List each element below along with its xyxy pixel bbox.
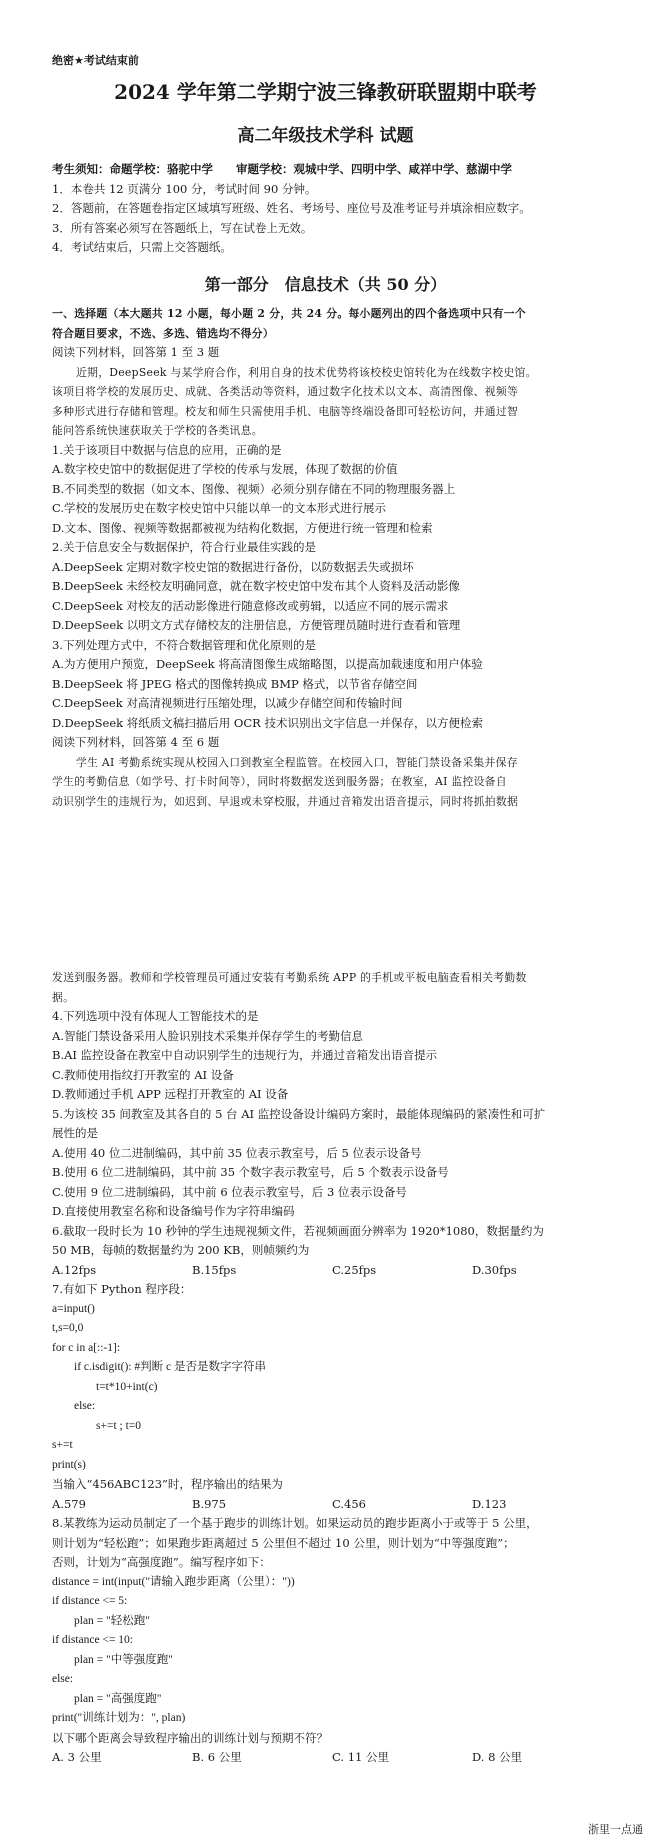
question-6-stem: 50 MB，每帧的数据量约为 200 KB，则帧频约为 — [52, 1243, 310, 1257]
q5-option: A.使用 40 位二进制编码，其中前 35 位表示教室号，后 5 位表示设备号 — [52, 1145, 422, 1160]
q8-option: B. 6 公里 — [192, 1750, 242, 1764]
q6-option: C.25fps — [332, 1262, 377, 1277]
q5-option: D.直接使用教室名称和设备编号作为字符串编码 — [52, 1204, 295, 1218]
q8-option: A. 3 公里 — [52, 1750, 102, 1764]
q3-option: A.为方便用户预览，DeepSeek 将高清图像生成缩略图，以提高加载速度和用户体验 — [52, 657, 483, 671]
notice-block — [52, 160, 614, 258]
q7-option: C.456 — [332, 1496, 366, 1511]
q3-option: C.DeepSeek 对高清视频进行压缩处理，以减少存储空间和传输时间 — [52, 696, 403, 710]
q7-option: D.123 — [472, 1496, 507, 1511]
secret-mark: 绝密★考试结束前 — [52, 54, 139, 67]
question-7-question: 当输入“456ABC123”时，程序输出的结果为 — [52, 1477, 283, 1491]
q3-option: B.DeepSeek 将 JPEG 格式的图像转换成 BMP 格式，以节省存储空间 — [52, 676, 418, 691]
question-3-stem: 3.下列处理方式中，不符合数据管理和优化原则的是 — [52, 637, 316, 652]
q6-option: A.12fps — [52, 1262, 97, 1277]
section-1 — [52, 304, 614, 811]
code-line: else: — [74, 1400, 96, 1412]
q1-option: A.数字校史馆中的数据促进了学校的传承与发展，体现了数据的价值 — [52, 462, 398, 476]
notice-item: 2．答题前，在答题卷指定区域填写班级、姓名、考场号、座位号及准考证号并填涂相应数字。 — [52, 201, 531, 215]
code-line: plan = "中等强度跑" — [74, 1653, 173, 1666]
question-1-stem: 1.关于该项目中数据与信息的应用，正确的是 — [52, 442, 282, 457]
notice-item: 3．所有答案必须写在答题纸上，写在试卷上无效。 — [52, 220, 313, 235]
exam-title: 2024 学年第二学期宁波三锋教研联盟期中联考 — [114, 80, 537, 104]
question-4-stem: 4.下列选项中没有体现人工智能技术的是 — [52, 1009, 259, 1023]
question-8-stem: 否则，计划为“高强度跑”。编写程序如下： — [52, 1555, 271, 1569]
q4-option: D.教师通过手机 APP 远程打开教室的 AI 设备 — [52, 1087, 289, 1101]
code-line: if c.isdigit(): #判断 c 是否是数字字符串 — [74, 1361, 266, 1373]
code-line: a=input() — [52, 1302, 95, 1315]
part-title: 第一部分 信息技术（共 50 分） — [204, 275, 447, 294]
material-text: 该项目将学校的发展历史、成就、各类活动等资料，通过数字化技术以文本、高清图像、视频等 — [52, 385, 519, 398]
q4-option: A.智能门禁设备采用人脸识别技术采集并保存学生的考勤信息 — [52, 1028, 363, 1043]
q4-option: C.教师使用指纹打开教室的 AI 设备 — [52, 1067, 234, 1082]
code-line: plan = "高强度跑" — [74, 1692, 162, 1705]
code-line: s+=t ; t=0 — [96, 1419, 142, 1432]
q8-option: D. 8 公里 — [472, 1750, 523, 1764]
material-text: 发送到服务器。教师和学校管理员可通过安装有考勤系统 APP 的手机或平板电脑查看相关考勤数 — [52, 971, 527, 984]
exam-subtitle: 高二年级技术学科 试题 — [237, 126, 414, 146]
q6-option: D.30fps — [472, 1262, 517, 1277]
q2-option: B.DeepSeek 未经校友明确同意，就在数字校史馆中发布其个人资料及活动影像 — [52, 579, 460, 593]
footer-watermark: 浙里一点通 — [588, 1823, 643, 1836]
question-8-stem: 8.某教练为运动员制定了一个基于跑步的训练计划。如果运动员的跑步距离小于或等于 5 公里， — [52, 1516, 538, 1530]
question-7-stem: 7.有如下 Python 程序段： — [52, 1282, 192, 1296]
q8-option: C. 11 公里 — [332, 1750, 389, 1764]
code-line: t,s=0,0 — [52, 1322, 84, 1334]
q4-option: B.AI 监控设备在教室中自动识别学生的违规行为，并通过音箱发出语音提示 — [52, 1048, 438, 1062]
q6-option: B.15fps — [192, 1262, 237, 1277]
code-line: plan = "轻松跑" — [74, 1614, 150, 1627]
code-line: print(s) — [52, 1458, 86, 1471]
code-line: if distance <= 10: — [52, 1634, 133, 1646]
q8-options — [52, 1748, 614, 1768]
question-6-stem: 6.截取一段时长为 10 秒钟的学生违规视频文件，若视频画面分辨率为 1920*1080，数据量约为 — [52, 1223, 544, 1238]
code-line: for c in a[::-1]: — [52, 1341, 121, 1354]
notice-item: 1．本卷共 12 页满分 100 分，考试时间 90 分钟。 — [52, 181, 317, 196]
code-line: print("训练计划为：", plan) — [52, 1712, 186, 1724]
section-1-continued — [52, 968, 614, 1768]
material-text: 学生的考勤信息（如学号、打卡时间等），同时将数据发送到服务器；在教室，AI 监控设备自 — [52, 775, 507, 788]
q5-option: B.使用 6 位二进制编码，其中前 35 个数字表示教室号，后 5 个数表示设备号 — [52, 1165, 449, 1179]
code-line: distance = int(input("请输入跑步距离（公里）：")) — [52, 1575, 295, 1588]
q1-option: D.文本、图像、视频等数据都被视为结构化数据，方便进行统一管理和检索 — [52, 520, 433, 535]
material-text: 据。 — [52, 990, 75, 1004]
material-text: 动识别学生的违规行为，如迟到、早退或未穿校服，并通过音箱发出语音提示，同时将抓拍数据 — [52, 794, 519, 808]
q2-option: A.DeepSeek 定期对数字校史馆的数据进行备份，以防数据丢失或损坏 — [52, 559, 414, 574]
q7-options — [52, 1495, 614, 1515]
code-line: t=t*10+int(c) — [96, 1380, 158, 1393]
question-8-stem: 则计划为“轻松跑”；如果跑步距离超过 5 公里但不超过 10 公里，则计划为“中等强度跑”； — [52, 1535, 515, 1550]
q1-option: C.学校的发展历史在数字校史馆中只能以单一的文本形式进行展示 — [52, 501, 387, 515]
schools-line: 考生须知：命题学校：骆驼中学 审题学校：观城中学、四明中学、咸祥中学、慈湖中学 — [52, 162, 512, 176]
q5-option: C.使用 9 位二进制编码，其中前 6 位表示教室号，后 3 位表示设备号 — [52, 1184, 407, 1199]
section-heading: 符合题目要求，不选、多选、错选均不得分） — [52, 326, 274, 340]
q1-option: B.不同类型的数据（如文本、图像、视频）必须分别存储在不同的物理服务器上 — [52, 481, 456, 496]
question-2-stem: 2.关于信息安全与数据保护，符合行业最佳实践的是 — [52, 540, 316, 554]
q7-option: A.579 — [52, 1496, 86, 1511]
question-5-stem: 5.为该校 35 间教室及其各自的 5 台 AI 监控设备设计编码方案时，最能体现编码的紧凑性和可扩 — [52, 1106, 546, 1121]
material-text: 能问答系统快速获取关于学校的各类讯息。 — [52, 424, 263, 437]
section-heading: 一、选择题（本大题共 12 小题，每小题 2 分，共 24 分。每小题列出的四个备选项中只有一个 — [52, 307, 526, 320]
material-text: 多种形式进行存储和管理。校友和师生只需使用手机、电脑等终端设备即可轻松访问，并通过智 — [52, 404, 519, 418]
code-line: s+=t — [52, 1439, 73, 1451]
q3-option: D.DeepSeek 将纸质文稿扫描后用 OCR 技术识别出文字信息一并保存，以方便检索 — [52, 715, 483, 730]
question-5-stem: 展性的是 — [52, 1126, 98, 1140]
q2-option: D.DeepSeek 以明文方式存储校友的注册信息，方便管理员随时进行查看和管理 — [52, 618, 461, 632]
code-line: else: — [52, 1673, 74, 1685]
question-8-question: 以下哪个距离会导致程序输出的训练计划与预期不符？ — [52, 1730, 328, 1745]
notice-item: 4．考试结束后，只需上交答题纸。 — [52, 240, 232, 254]
material-intro: 阅读下列材料，回答第 4 至 6 题 — [52, 735, 220, 749]
q6-options — [52, 1261, 614, 1281]
material-text: 近期，DeepSeek 与某学府合作，利用自身的技术优势将该校校史馆转化为在线数字校史馆。 — [76, 365, 537, 379]
q7-option: B.975 — [192, 1496, 227, 1511]
code-line: if distance <= 5: — [52, 1595, 128, 1607]
q2-option: C.DeepSeek 对校友的活动影像进行随意修改或剪辑，以适应不同的展示需求 — [52, 598, 449, 613]
material-text: 学生 AI 考勤系统实现从校园入口到教室全程监管。在校园入口，智能门禁设备采集并保存 — [76, 755, 518, 769]
material-intro: 阅读下列材料，回答第 1 至 3 题 — [52, 345, 220, 359]
